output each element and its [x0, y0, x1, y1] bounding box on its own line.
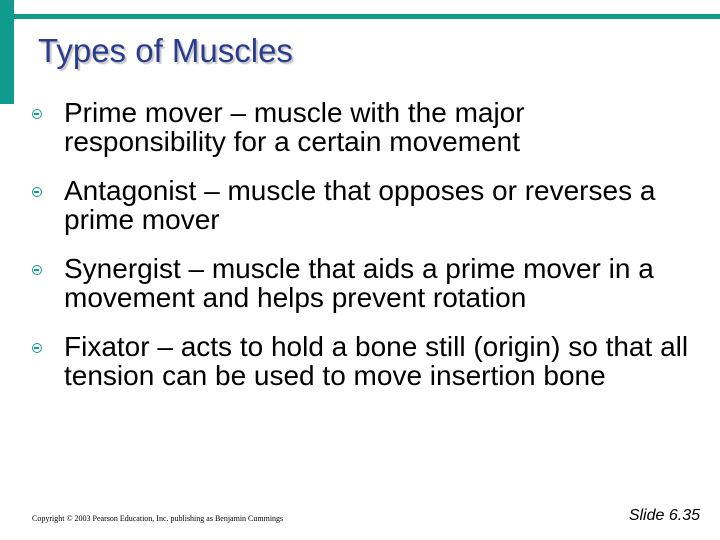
ring-bullet-icon [32, 343, 42, 353]
bullet-item-prime-mover [30, 98, 690, 156]
bullet-text: Prime mover – muscle with the major responsibility for a certain movement [64, 97, 525, 157]
accent-bar-vertical [0, 0, 14, 104]
ring-bullet-icon [32, 265, 42, 275]
bullet-text: Antagonist – muscle that opposes or reverses a prime mover [64, 175, 656, 235]
bullet-item-synergist [30, 254, 690, 312]
copyright-notice: Copyright © 2003 Pearson Education, Inc. publishing as Benjamin Cummings [32, 514, 284, 523]
ring-bullet-icon [32, 187, 42, 197]
slide-number: Slide 6.35 [628, 507, 700, 524]
bullet-list [30, 98, 690, 410]
bullet-item-fixator [30, 332, 690, 390]
accent-bar-horizontal [14, 14, 720, 19]
bullet-item-antagonist [30, 176, 690, 234]
slide-title: Types of Muscles [38, 32, 293, 69]
bullet-text: Synergist – muscle that aids a prime mover in a movement and helps prevent rotation [64, 253, 654, 313]
ring-bullet-icon [32, 109, 42, 119]
bullet-text: Fixator – acts to hold a bone still (origin) so that all tension can be used to move insertion bone [64, 331, 689, 391]
